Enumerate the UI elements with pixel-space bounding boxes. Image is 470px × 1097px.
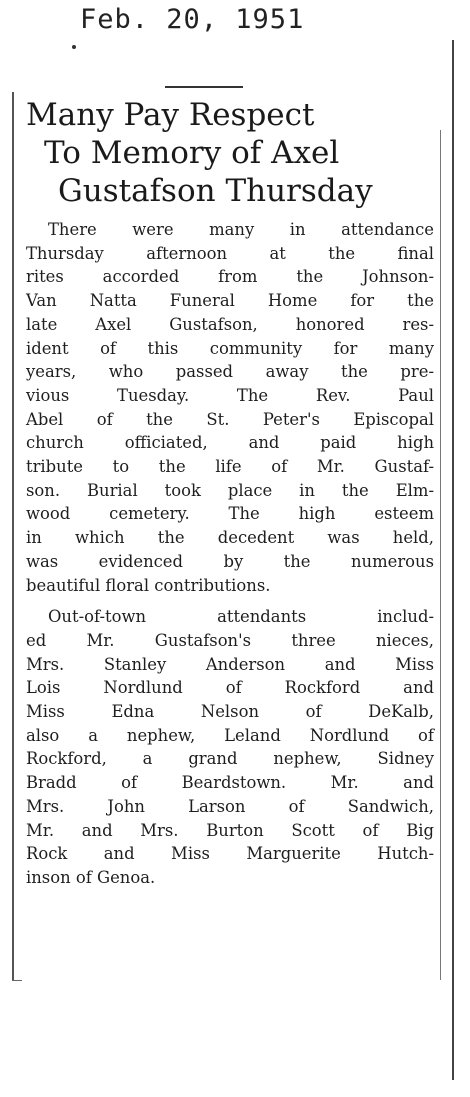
ink-dot xyxy=(72,45,76,49)
headline xyxy=(20,96,440,210)
text-line: was evidenced by the numerous xyxy=(26,551,434,571)
text-line: late Axel Gustafson, honored res- xyxy=(26,314,434,334)
text-line: Lois Nordlund of Rockford and xyxy=(26,678,434,698)
text-line: son. Burial took place in the Elm- xyxy=(26,480,434,500)
bottom-rule xyxy=(12,980,22,981)
text-line: church officiated, and paid high xyxy=(26,433,434,453)
text-line: ident of this community for many xyxy=(26,338,434,358)
text-line: beautiful floral contributions. xyxy=(26,575,271,595)
column-right-border xyxy=(440,130,441,980)
clipping-edge xyxy=(452,40,454,1080)
headline-line: Gustafson Thursday xyxy=(58,173,373,209)
paragraph-1 xyxy=(26,218,434,597)
text-line: Van Natta Funeral Home for the xyxy=(26,291,434,311)
text-line: years, who passed away the pre- xyxy=(26,362,434,382)
text-line: Abel of the St. Peter's Episcopal xyxy=(26,409,434,429)
clipping-date: Feb. 20, 1951 xyxy=(80,4,305,35)
text-line: Miss Edna Nelson of DeKalb, xyxy=(26,702,434,722)
article-body xyxy=(26,218,434,890)
text-line: tribute to the life of Mr. Gustaf- xyxy=(26,457,434,477)
headline-top-rule xyxy=(165,86,243,88)
text-line: also a nephew, Leland Nordlund of xyxy=(26,725,434,745)
paragraph-gap xyxy=(26,597,434,605)
text-line: rites accorded from the Johnson- xyxy=(26,267,434,287)
text-line: Thursday afternoon at the final xyxy=(26,243,434,263)
text-line: in which the decedent was held, xyxy=(26,528,434,548)
text-line: inson of Genoa. xyxy=(26,867,156,887)
text-line: Mrs. John Larson of Sandwich, xyxy=(26,796,434,816)
headline-line: To Memory of Axel xyxy=(44,135,340,171)
text-line: Bradd of Beardstown. Mr. and xyxy=(26,773,434,793)
text-line: Mrs. Stanley Anderson and Miss xyxy=(26,654,434,674)
text-line: There were many in attendance xyxy=(48,220,434,239)
text-line: Rockford, a grand nephew, Sidney xyxy=(26,749,434,769)
paragraph-2 xyxy=(26,605,434,889)
text-line: Rock and Miss Marguerite Hutch- xyxy=(26,844,434,864)
text-line: Mr. and Mrs. Burton Scott of Big xyxy=(26,820,434,840)
headline-line: Many Pay Respect xyxy=(26,97,315,133)
column-left-border xyxy=(12,92,14,980)
text-line: wood cemetery. The high esteem xyxy=(26,504,434,524)
text-line: ed Mr. Gustafson's three nieces, xyxy=(26,630,434,650)
text-line: Out-of-town attendants includ- xyxy=(48,607,434,627)
text-line: vious Tuesday. The Rev. Paul xyxy=(26,385,434,405)
